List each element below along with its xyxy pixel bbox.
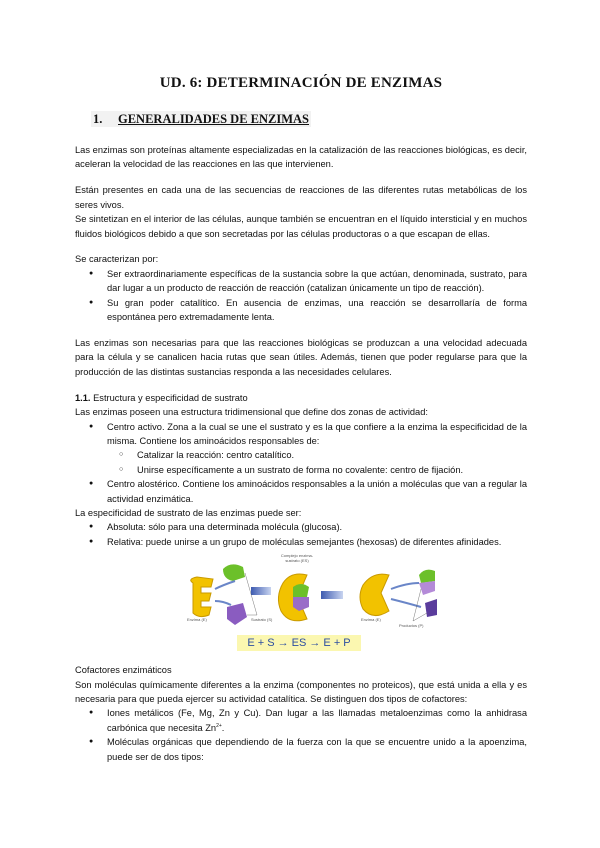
arrow-shape [391, 599, 421, 607]
enzyme-label: Enzima (E) [187, 617, 207, 623]
paragraph: Son moléculas químicamente diferentes a la enzima (componentes no proteicos), que está unida a ella y es necesaria para que pueda ejercer su actividad catalítica. Se distinguen dos tipos de cofactores: [75, 679, 527, 704]
enzyme-substrate-figure [75, 553, 527, 659]
cofactors-heading: Cofactores enzimáticos [75, 665, 172, 676]
arrow-shape [321, 591, 343, 599]
complex-label: Complejo enzima-sustrato (ES) [280, 553, 314, 564]
item-text: Iones metálicos (Fe, Mg, Zn y Cu). Dan lugar a las llamadas metaloenzimas como la anhidrasa carbónica que necesita Zn [107, 708, 527, 733]
reaction-equation: E + S → ES → E + P [237, 635, 361, 651]
list-item [75, 706, 527, 735]
body-text [75, 143, 527, 764]
bullet-list [75, 267, 527, 325]
enzyme-label: Enzima (E) [361, 617, 381, 623]
section-number: 1. [93, 112, 103, 126]
free-enzyme-shape [360, 574, 389, 615]
paragraph: Se caracterizan por: [75, 254, 159, 265]
complex-green-shape [293, 584, 309, 597]
list-item: ● Moléculas orgánicas que dependiendo de la fuerza con la que se encuentre unido a la apoenzima, puede ser de dos tipos: [75, 735, 527, 764]
subsection-number: 1.1. [75, 392, 91, 403]
product-purple-shape [425, 599, 437, 617]
subsection-title: Estructura y especificidad de sustrato [93, 392, 248, 403]
list-item: ● Relativa: puede unirse a un grupo de moléculas semejantes (hexosas) de diferentes afinidades. [75, 535, 527, 549]
arrow-shape [251, 587, 271, 595]
subsection-heading [75, 391, 527, 405]
list-item: ● Centro activo. Zona a la cual se une el sustrato y es la que confiere a la enzima la especificidad de la misma. Contiene los aminoácidos responsables de: [75, 420, 527, 449]
list-item: ● Ser extraordinariamente específicas de la sustancia sobre la que actúan, denominada, sustrato, para dar lugar a un producto de reacción de reacción (catalizan únicamente un tipo de reacción). [75, 267, 527, 296]
paragraph: Las enzimas son proteínas altamente especializadas en la catalización de las reacciones biológicas, es decir, aceleran la velocidad de las reacciones en las que intervienen. [75, 145, 527, 170]
list-item: ● Su gran poder catalítico. En ausencia de enzimas, una reacción se desarrollaría de forma espontánea pero extremadamente lenta. [75, 296, 527, 325]
item-text: . [221, 722, 225, 733]
bullet-list [75, 420, 527, 506]
paragraph: Están presentes en cada una de las secuencias de reacciones de las diferentes rutas metabólicas de los seres vivos. [75, 185, 527, 210]
substrate-purple-shape [227, 603, 247, 625]
arrow-shape [391, 583, 419, 589]
section-heading [91, 111, 311, 127]
paragraph: La especificidad de sustrato de las enzimas puede ser: [75, 507, 302, 518]
paragraph: Las enzimas poseen una estructura tridimensional que define dos zonas de actividad: [75, 407, 428, 418]
substrate-green-shape [223, 565, 245, 582]
paragraph: Se sintetizan en el interior de las células, aunque también se encuentran en el líquido intersticial y en muchos fluidos biológicos debido a que son secretadas por las células productoras o a que escapan de ellas. [75, 214, 527, 239]
paragraph: Las enzimas son necesarias para que las reacciones biológicas se produzcan a una velocidad adecuada para la célula y se canalicen hacia rutas que sean útiles. Además, tienen que poder regularse para que la producción de las distintas sustancias responda a las necesidades celulares. [75, 337, 527, 377]
list-item: ● Centro alostérico. Contiene los aminoácidos responsables a la unión a moléculas que van a regular la actividad enzimática. [75, 477, 527, 506]
sub-list-item: ○ Catalizar la reacción: centro catalítico. [75, 448, 527, 462]
bullet-list [75, 706, 527, 764]
bullet-list [75, 520, 527, 549]
product-purple-shape [419, 581, 435, 595]
list-item: ● Absoluta: sólo para una determinada molécula (glucosa). [75, 520, 527, 534]
sub-list-item: ○ Unirse específicamente a un sustrato de forma no covalente: centro de fijación. [75, 463, 527, 477]
enzyme-diagram [75, 559, 527, 635]
superscript: 2+ [216, 722, 222, 729]
enzyme-shape [191, 577, 213, 617]
page-title: UD. 6: DETERMINACIÓN DE ENZIMAS [159, 75, 443, 91]
products-label: Productos (P) [399, 623, 424, 629]
arrow-shape [215, 601, 231, 605]
arrow-shape [215, 581, 235, 589]
section-title: GENERALIDADES DE ENZIMAS [118, 112, 310, 126]
product-green-shape [419, 570, 435, 583]
substrate-label: Sustrato (S) [251, 617, 273, 623]
